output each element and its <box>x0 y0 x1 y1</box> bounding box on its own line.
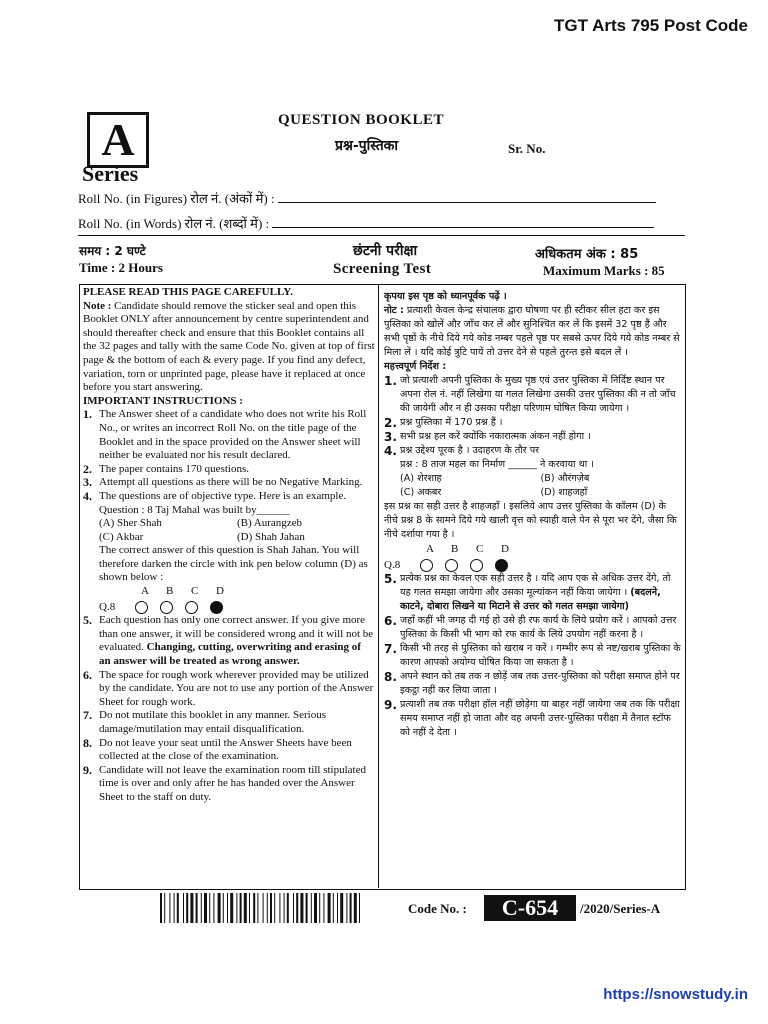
barcode-bar <box>337 893 338 923</box>
example-options: (A) Sher Shah (B) Aurangzeb (C) Akbar (D) Shah Jahan <box>99 517 305 543</box>
hindi-example-explanation: इस प्रश्न का सही उत्तर है शाहजहाँ । इसलिये आप उत्तर पुस्तिका के कॉलम (D) के नीचे प्रश्न 8 के सामने दिये गये खाली वृत्त को स्याही वाले पेन से पूरा भर देंगे, जैसा कि नीचे दर्शाया गया है । <box>384 501 677 540</box>
barcode-bar <box>218 893 221 923</box>
barcode-bar <box>204 893 207 923</box>
example-answer-bubbles: Q.8 <box>99 601 375 615</box>
roll-words-row <box>78 214 654 232</box>
barcode-bar <box>319 893 320 923</box>
barcode-bar <box>253 893 255 923</box>
booklet-title: QUESTION BOOKLET <box>278 112 444 128</box>
barcode-bar <box>223 893 224 923</box>
bubble-a-icon <box>135 601 148 614</box>
english-note: Note : Candidate should remove the sticker seal and open this Booklet ONLY after announcement by centre superintendent and should thereafter check and ensure that this Booklet contains all the 32 pages and tally with the same Code No. given at top of first page & the bottom of each & every page. If you find any defect, variation, torn or unprinted page, please have it replaced at once before you start answering. <box>83 299 375 394</box>
booklet-title-hindi: प्रश्न-पुस्तिका <box>335 138 399 154</box>
bubble-column-letters: A B C D <box>141 585 224 598</box>
instruction-9: 9. Candidate will not leave the examination room till stipulated time is over and only after he has handed over the Answer Sheet to the staff on duty. <box>83 762 366 803</box>
hindi-instruction-5: 5. प्रत्येक प्रश्न का केवल एक सही उत्तर है । यदि आप एक से अधिक उत्तर देंगे, तो यह गलत समझा जायेगा और उसका मूल्यांकन नहीं किया जायेगा । (बदलने, काटने, दोबारा लिखने या मिटाने से उत्तर को गलत समझा जायेगा) <box>384 572 671 612</box>
barcode-bar <box>274 893 275 923</box>
hindi-instruction-6: 6. जहाँ कहीं भी जगह दी गई हो उसे ही रफ कार्य के लिये प्रयोग करें । आपको उत्तर पुस्तिका के किसी भी भाग को रफ कार्य के लिये उपयोग नहीं करना है । <box>384 614 677 640</box>
barcode-bar <box>311 893 312 923</box>
roll-figures-row <box>78 189 656 207</box>
bubble-c-icon <box>185 601 198 614</box>
instruction-7: 7. Do not mutilate this booklet in any manner. Serious damage/mutilation may entail disqualification. <box>83 708 326 735</box>
barcode-bar <box>201 893 202 923</box>
header-divider <box>78 235 685 236</box>
screening-test-english: Screening Test <box>333 261 432 277</box>
barcode-bar <box>346 893 347 923</box>
hindi-instruction-2: 2. प्रश्न पुस्तिका में 170 प्रश्न हैं । <box>384 416 503 430</box>
max-marks-hindi: अधिकतम अंक : 85 <box>535 247 639 262</box>
barcode-bar <box>257 893 258 923</box>
hindi-bubble-c-icon <box>470 559 483 572</box>
hindi-bubble-a-icon <box>420 559 433 572</box>
barcode-bar <box>333 893 334 923</box>
bubble-b-icon <box>160 601 173 614</box>
hindi-instructions-heading: महत्त्वपूर्ण निर्देश : <box>384 361 447 372</box>
hindi-bubble-b-icon <box>445 559 458 572</box>
barcode-bar <box>183 893 184 923</box>
instruction-5: 5. Each question has only one correct answer. If you give more than one answer, it will be considered wrong and it will not be evaluated. Changing, cutting, overwriting and erasing of an answer will be treated as wrong answer. <box>83 613 374 668</box>
hindi-instruction-4: 4. प्रश्न उद्देश्य पूरक है । उदाहरण के तौर पर प्रश्न : 8 ताज महल का निर्माण ______ ने करवाया था । (A) शेरशाह (B) औरंगज़ेब (C) अकबर (D) शाहजहाँ <box>384 444 681 500</box>
roll-figures-field[interactable] <box>278 190 656 203</box>
hindi-instruction-7: 7. किसी भी तरह से पुस्तिका को खराब न करें । गम्भीर रूप से नष्ट/खराब पुस्तिका के कारण आपको अयोग्य घोषित किया जा सकता है । <box>384 642 681 668</box>
instruction-4: 4. The questions are of objective type. Here is an example. Question : 8 Taj Mahal was built by______ (A) Sher Shah (B) Aurangzeb (C) Akbar (D) Shah Jahan The correct answer of this question is Shah Jahan. You will therefore darken the circle with ink pen below column (D) as shown below : A B C D Q.8 <box>83 490 375 614</box>
column-divider <box>378 284 379 888</box>
time-english: Time : 2 Hours <box>79 260 163 275</box>
barcode-bar <box>359 893 360 923</box>
hindi-instruction-8: 8. अपने स्थान को तब तक न छोड़ें जब तक उत्तर-पुस्तिका को परीक्षा समाप्त होने पर इकट्ठा नहीं कर लिया जाता । <box>384 670 680 696</box>
barcode-bar <box>284 893 285 923</box>
screening-test-hindi: छंटनी परीक्षा <box>353 243 418 259</box>
post-code-header: TGT Arts 795 Post Code <box>554 16 748 35</box>
barcode-bar <box>354 893 357 923</box>
barcode-bar <box>230 893 233 923</box>
barcode-bar <box>196 893 198 923</box>
max-marks-english: Maximum Marks : 85 <box>543 263 665 278</box>
barcode-bar <box>263 893 264 923</box>
barcode-bar <box>314 893 317 923</box>
read-carefully-heading: PLEASE READ THIS PAGE CAREFULLY. <box>83 286 293 298</box>
barcode-bar <box>244 893 247 923</box>
instruction-8: 8. Do not leave your seat until the Answer Sheets have been collected at the close of the examination. <box>83 735 352 763</box>
barcode-bar <box>287 893 289 923</box>
barcode-bar <box>270 893 272 923</box>
barcode-bar <box>227 893 228 923</box>
hindi-example-options: (A) शेरशाह (B) औरंगज़ेब (C) अकबर (D) शाहजहाँ <box>400 473 590 498</box>
hindi-instructions <box>384 290 681 740</box>
instruction-3: 3. Attempt all questions as there will be no Negative Marking. <box>83 475 363 490</box>
hindi-instruction-1: 1. जो प्रत्याशी अपनी पुस्तिका के मुख्य पृष्ठ एवं उत्तर पुस्तिका में निर्दिष्ट स्थान पर अपना रोल नं. नहीं लिखेगा या गलत लिखेगा उसकी उत्तर पुस्तिका की न तो जाँच की जायेगी और न ही उसका परीक्षा परिणाम घोषित किया जायेगा । <box>384 374 676 414</box>
source-url-link[interactable]: https://snowstudy.in <box>603 986 748 1003</box>
series-label: Series <box>82 161 139 186</box>
hindi-example-answer-bubbles: Q.8 <box>384 558 681 572</box>
roll-words-label: Roll No. (in Words) रोल नं. (शब्दों में) : <box>78 216 270 231</box>
barcode-bar <box>328 893 331 923</box>
hindi-read-carefully-heading: कृपया इस पृष्ठ को ध्यानपूर्वक पढ़ें । <box>384 291 507 302</box>
barcode-bar <box>209 893 210 923</box>
barcode-bar <box>177 893 179 923</box>
barcode-bar <box>300 893 303 923</box>
instruction-1: 1. The Answer sheet of a candidate who does not write his Roll No., or writes an incorrect Roll No. on the title page of the Booklet and in the space provided on the Answer sheet will neither be evaluated nor his result declared. <box>83 407 367 462</box>
barcode-bar <box>323 893 324 923</box>
hindi-instruction-3: 3. सभी प्रश्न हल करें क्योंकि नकारात्मक अंकन नहीं होगा । <box>384 430 591 444</box>
instruction-6: 6. The space for rough work wherever provided may be utilized by the candidate. You are not to use any portion of the Answer Sheet for rough work. <box>83 667 374 708</box>
english-instructions <box>83 286 375 805</box>
code-suffix: /2020/Series-A <box>580 901 661 916</box>
barcode-bar <box>164 893 165 923</box>
hindi-bubble-d-filled-icon <box>495 559 508 572</box>
barcode-bar <box>249 893 250 923</box>
barcode-bar <box>296 893 298 923</box>
hindi-instruction-9: 9. प्रत्याशी तब तक परीक्षा हॉल नहीं छोड़ेगा या बाहर नहीं जायेगा जब तक कि परीक्षा समय समाप्त नहीं हो जाता और वह अपनी उत्तर-पुस्तिका परीक्षा में तैनात स्टॉफ को नहीं दे देता । <box>384 698 680 738</box>
barcode-icon <box>160 893 360 923</box>
hindi-note: नोट : प्रत्याशी केवल केन्द्र संचालक द्वारा घोषणा पर ही स्टीकर सील हटा कर इस पुस्तिका को खोलें और जाँच कर लें और सुनिश्चित कर लें कि इसमें 32 पृष्ठ हैं और सभी पृष्ठों के नीचे दिये गये कोड नम्बर पहले पृष्ठ पर सबसे ऊपर दिये गये कोड नम्बर से मिला लें । यदि कोई त्रुटि पायें तो उत्तर देने से पहले तुरन्त इसे बदल लें । <box>384 305 680 358</box>
barcode-bar <box>240 893 242 923</box>
barcode-bar <box>236 893 237 923</box>
barcode-bar <box>190 893 193 923</box>
roll-figures-label: Roll No. (in Figures) रोल नं. (अंकों में) : <box>78 191 275 206</box>
barcode-bar <box>279 893 280 923</box>
roll-words-field[interactable] <box>272 215 654 228</box>
barcode-bar <box>293 893 294 923</box>
barcode-bar <box>340 893 343 923</box>
serial-number-label: Sr. No. <box>508 141 546 156</box>
bubble-d-filled-icon <box>210 601 223 614</box>
barcode-bar <box>160 893 162 923</box>
barcode-bar <box>174 893 175 923</box>
code-number-badge: C-654 <box>484 895 576 921</box>
barcode-bar <box>213 893 214 923</box>
series-letter-box: A <box>87 112 149 168</box>
hindi-bubble-column-letters: A B C D <box>426 543 509 555</box>
time-hindi: समय : 2 घण्टे <box>79 244 146 258</box>
barcode-bar <box>169 893 170 923</box>
barcode-bar <box>350 893 352 923</box>
code-number-label: Code No. : <box>408 901 467 916</box>
important-instructions-heading: IMPORTANT INSTRUCTIONS : <box>83 394 243 407</box>
barcode-bar <box>186 893 188 923</box>
barcode-bar <box>306 893 308 923</box>
barcode-bar <box>267 893 268 923</box>
instruction-2: 2. The paper contains 170 questions. <box>83 461 249 476</box>
